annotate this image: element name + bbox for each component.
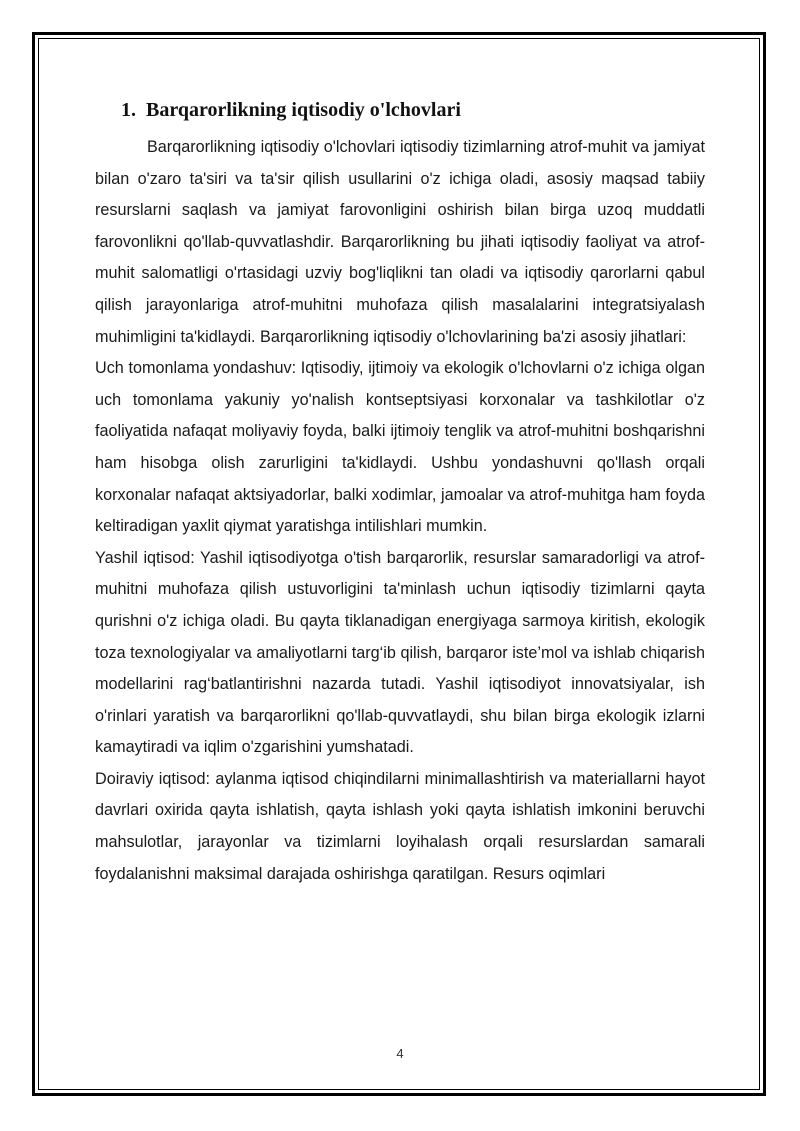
paragraph-intro: Barqarorlikning iqtisodiy o'lchovlari iqtisodiy tizimlarning atrof-muhit va jamiyat bilan o'zaro ta'siri va ta'sir qilish usullarini o'z ichiga oladi, asosiy maqsad tabiiy resurslarni saqlash va jamiyat farovonligini oshirish bilan birga uzoq muddatli farovonlikni qo'llab-quvvatlashdir. Barqarorlikning bu jihati iqtisodiy faoliyat va atrof-muhit salomatligi o'rtasidagi uzviy bog'liqlikni tan oladi va iqtisodiy qarorlarni qabul qilish jarayonlariga atrof-muhitni muhofaza qilish masalalarini integratsiyalash muhimligini ta'kidlaydi. Barqarorlikning iqtisodiy o'lchovlarining ba'zi asosiy jihatlari: [95, 138, 705, 346]
page-number: 4 [396, 1046, 404, 1061]
document-body [95, 96, 705, 890]
section-heading [121, 96, 705, 124]
section-number: 1. [121, 99, 136, 121]
paragraph-circular-economy: Doiraviy iqtisod: aylanma iqtisod chiqindilarni minimallashtirish va materiallarni hayot davrlari oxirida qayta ishlatish, qayta ishlash yoki qayta ishlatish imkonini beruvchi mahsulotlar, jarayonlar va tizimlarni loyihalash orqali resurslardan samarali foydalanishni maksimal darajada oshirishga qaratilgan. Resurs oqimlari [95, 769, 705, 883]
section-title: Barqarorlikning iqtisodiy o'lchovlari [146, 99, 461, 121]
paragraph-green-economy: Yashil iqtisod: Yashil iqtisodiyotga o'tish barqarorlik, resurslar samaradorligi va atrof-muhitni muhofaza qilish ustuvorligini ta'minlash uchun iqtisodiy tizimlarni qayta qurishni o'z ichiga oladi. Bu qayta tiklanadigan energiyaga sarmoya kiritish, ekologik toza texnologiyalar va amaliyotlarni targ‘ib qilish, barqaror iste’mol va ishlab chiqarish modellarini rag‘batlantirishni nazarda tutadi. Yashil iqtisodiyot innovatsiyalar, ish o'rinlari yaratish va barqarorlikni qo'llab-quvvatlaydi, shu bilan birga ekologik izlarni kamaytiradi va iqlim o'zgarishini yumshatadi. [95, 548, 705, 757]
paragraph-triple-approach: Uch tomonlama yondashuv: Iqtisodiy, ijtimoiy va ekologik o'lchovlarni o'z ichiga olgan uch tomonlama yakuniy yo'nalish kontseptsiyasi korxonalar va tashkilotlar o'z faoliyatida nafaqat moliyaviy foyda, balki ijtimoiy tenglik va atrof-muhitni boshqarishni ham hisobga olish zarurligini ta'kidlaydi. Ushbu yondashuvni qo'llash orqali korxonalar nafaqat aktsiyadorlar, balki xodimlar, jamoalar va atrof-muhitga ham foyda keltiradigan yaxlit qiymat yaratishga intilishlari mumkin. [95, 359, 705, 536]
